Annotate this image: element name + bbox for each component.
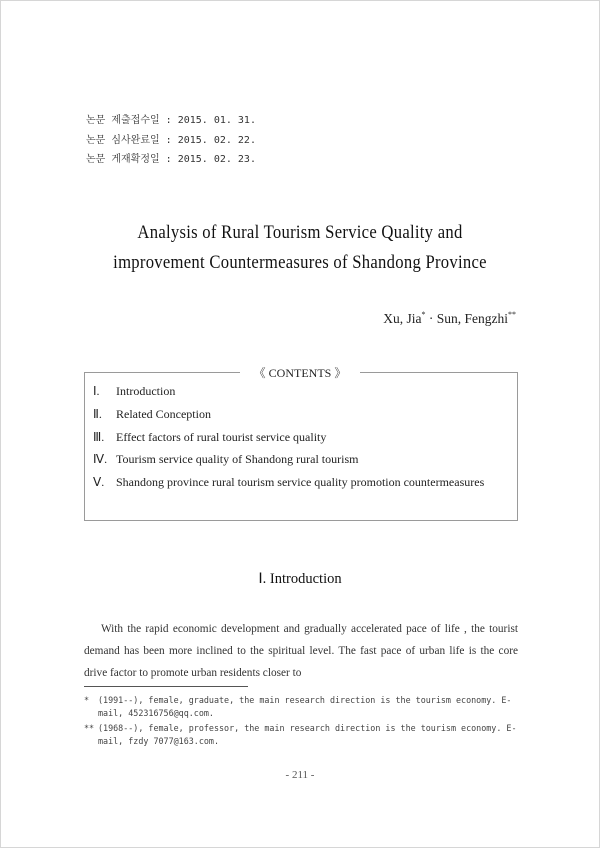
toc-item-service-quality [93, 449, 503, 469]
toc-item-introduction [93, 381, 503, 401]
footnotes [84, 694, 524, 750]
title-line-1: Analysis of Rural Tourism Service Quality and [137, 223, 463, 243]
author-1-footnote-mark: * [421, 310, 426, 319]
author-line [383, 311, 516, 327]
toc-title: Introduction [116, 384, 176, 398]
footnote-mark: ** [84, 723, 95, 733]
date-accepted: 논문 게재확정일 : 2015. 02. 23. [86, 154, 256, 165]
author-separator: · [425, 311, 437, 326]
toc-title: Shandong province rural tourism service quality promotion countermeasures [116, 475, 485, 490]
date-submitted: 논문 제출접수일 : 2015. 01. 31. [86, 115, 256, 126]
footnote-author-2 [84, 722, 524, 748]
footnote-text: (1991--), female, graduate, the main research direction is the tourism economy. E-mail, 452316756@qq.com. [98, 695, 512, 718]
toc-number: Ⅳ. [93, 452, 108, 467]
toc-number: Ⅱ. [93, 406, 102, 421]
contents-list [93, 381, 503, 495]
footnote-mark: * [84, 695, 90, 705]
footnote-divider [84, 686, 248, 687]
contents-label: 《 CONTENTS 》 [240, 364, 360, 381]
toc-item-related-conception [93, 404, 503, 424]
toc-number: Ⅲ. [93, 429, 105, 444]
section-heading: Ⅰ. Introduction [258, 571, 342, 587]
footnote-text: (1968--), female, professor, the main research direction is the tourism economy. E-mail, fzdy 7077@163.com. [98, 723, 517, 746]
toc-number: Ⅰ. [93, 384, 100, 398]
footnote-author-1 [84, 694, 524, 720]
toc-title: Tourism service quality of Shandong rural tourism [116, 452, 359, 467]
submission-dates [86, 111, 256, 170]
toc-item-promotion-countermeasures [93, 472, 503, 492]
toc-number: Ⅴ. [93, 475, 105, 490]
intro-paragraph: With the rapid economic development and gradually accelerated pace of life , the tourist demand has been more inclined to the spiritual level. The fast pace of urban life is the core drive factor to promote urban residents closer to [84, 623, 518, 679]
author-2-footnote-mark: ** [508, 310, 516, 319]
date-reviewed: 논문 심사완료일 : 2015. 02. 22. [86, 134, 256, 146]
paper-title [66, 218, 534, 278]
author-1: Xu, Jia [383, 311, 422, 326]
author-2: Sun, Fengzhi [436, 311, 508, 326]
title-line-2: improvement Countermeasures of Shandong Province [113, 253, 487, 273]
toc-title: Effect factors of rural tourist service quality [116, 429, 327, 444]
toc-item-effect-factors [93, 427, 503, 447]
page-number: - 211 - [285, 769, 315, 781]
toc-title: Related Conception [116, 406, 211, 421]
